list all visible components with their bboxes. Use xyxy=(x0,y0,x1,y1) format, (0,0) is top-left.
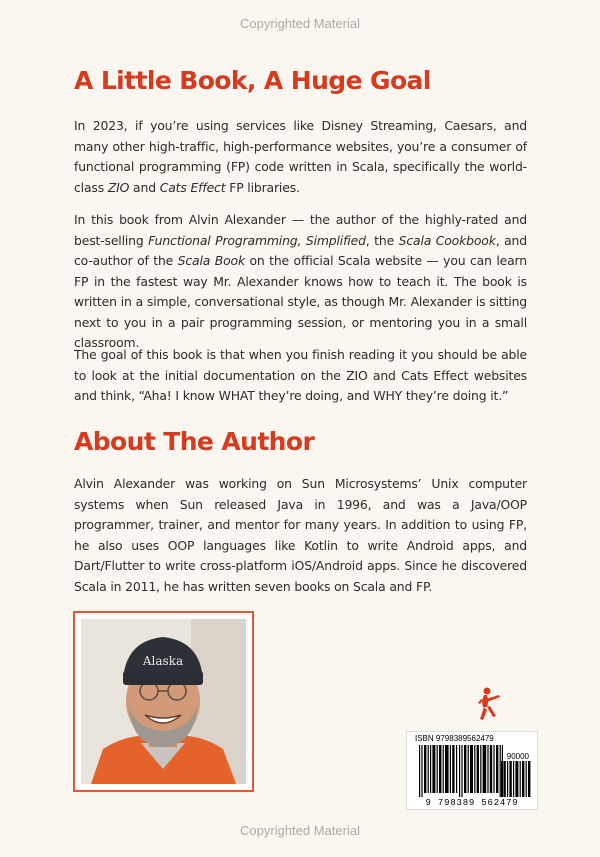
watermark-top: Copyrighted Material xyxy=(240,16,360,31)
barcode-digits: 9 798389 562479 xyxy=(425,798,519,808)
paragraph-book-description: In this book from Alvin Alexander — the author of the highly-rated and best-selling Functional Programming, Simplified, the Scala Cookbook, and co-author of the Scala Book on the official Scala website — you can learn FP in the fastest way Mr. Alexander knows how to teach it. The book is written in a simple, conversational style, as though Mr. Alexander is sitting next to you in a pair programming session, or mentoring you in a small classroom. xyxy=(74,212,527,350)
kokopelli-logo-icon xyxy=(477,685,505,725)
heading-about-author: About The Author xyxy=(74,427,315,456)
isbn-label: ISBN 9798389562479 xyxy=(415,734,494,743)
price-code: 90000 xyxy=(506,752,529,761)
paragraph-goal: The goal of this book is that when you finish reading it you should be able to look at the initial documentation on the ZIO and Cats Effect websites and think, “Aha! I know WHAT they’re doing, and WHY they’re doing it.” xyxy=(74,347,527,403)
heading-little-book: A Little Book, A Huge Goal xyxy=(74,66,431,95)
isbn-barcode xyxy=(406,731,538,810)
beanie-text: Alaska xyxy=(142,654,184,668)
author-photo-frame xyxy=(73,611,254,792)
author-photo xyxy=(81,619,246,784)
barcode-addon-bars xyxy=(501,761,531,797)
paragraph-author-bio: Alvin Alexander was working on Sun Microsystems’ Unix computer systems when Sun released Java in 1996, and was a Java/OOP programmer, trainer, and mentor for many years. In addition to using FP, he also uses OOP languages like Kotlin to write Android apps, and Dart/Flutter to write cross-platform iOS/Android apps. Since he discovered Scala in 2011, he has written seven books on Scala and FP. xyxy=(74,476,527,594)
barcode-main-bars xyxy=(419,745,503,797)
author-portrait-illustration xyxy=(81,619,246,784)
watermark-bottom: Copyrighted Material xyxy=(240,823,360,838)
paragraph-intro: In 2023, if you’re using services like Disney Streaming, Caesars, and many other high-traffic, high-performance websites, you’re a consumer of functional programming (FP) code written in Scala, specifically the world-class ZIO and Cats Effect FP libraries. xyxy=(74,118,527,195)
